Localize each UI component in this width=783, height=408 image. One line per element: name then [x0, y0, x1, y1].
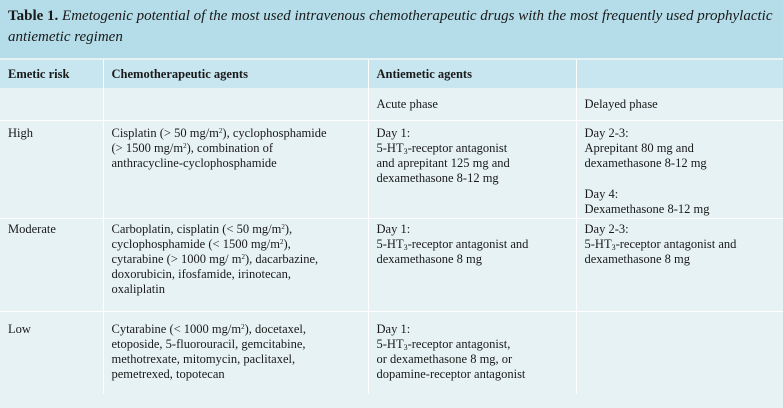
risk-high: High [0, 121, 103, 219]
header-antiemetic-agents: Antiemetic agents [368, 60, 576, 88]
header-row [0, 60, 783, 88]
subheader-acute: Acute phase [368, 88, 576, 121]
caption-text: Emetogenic potential of the most used intravenous chemotherapeutic drugs with the most frequently used prophylactic antiemetic regimen [8, 8, 773, 45]
delayed-high: Day 2-3: Aprepitant 80 mg and dexamethasone 8-12 mg Day 4: Dexamethasone 8-12 mg [576, 121, 783, 219]
agents-low: Cytarabine (< 1000 $mg/m^2$), docetaxel, etoposide, 5-fluorouracil, gemcitabine, methotrexate, mitomycin, paclitaxel, pemetrexed, topotecan [103, 312, 368, 394]
header-blank [576, 60, 783, 88]
header-chemo-agents: Chemotherapeutic agents [103, 60, 368, 88]
delayed-moderate: Day 2-3: $5-HT_3$-receptor antagonist and dexamethasone 8 mg [576, 219, 783, 312]
risk-low: Low [0, 312, 103, 394]
agents-moderate: Carboplatin, cisplatin (< 50 $mg/m^2$), cyclophosphamide (< 1500 $mg/m^2$), cytarabine (> 1000 mg/ $m^2$), dacarbazine, doxorubicin, ifosfamide, irinotecan, oxaliplatin [103, 219, 368, 312]
table-caption [0, 0, 783, 58]
subheader-delayed: Delayed phase [576, 88, 783, 121]
subheader-blank-2 [103, 88, 368, 121]
subheader-blank-1 [0, 88, 103, 121]
acute-moderate: Day 1: $5-HT_3$-receptor antagonist and dexamethasone 8 mg [368, 219, 576, 312]
header-emetic-risk: Emetic risk [0, 60, 103, 88]
acute-low: Day 1: $5-HT_3$-receptor antagonist, or dexamethasone 8 mg, or dopamine-receptor antagonist [368, 312, 576, 394]
acute-high: Day 1: $5-HT_3$-receptor antagonist and aprepitant 125 mg and dexamethasone 8-12 mg [368, 121, 576, 219]
caption-label: Table 1. [8, 8, 59, 24]
table-row-high [0, 121, 783, 219]
table-row-low [0, 312, 783, 394]
risk-moderate: Moderate [0, 219, 103, 312]
agents-high: Cisplatin (> 50 $mg/m^2$), cyclophosphamide (> 1500 $mg/m^2$), combination of anthracycline-cyclophosphamide [103, 121, 368, 219]
delayed-low [576, 312, 783, 394]
emetic-risk-table [0, 60, 783, 394]
subheader-row [0, 88, 783, 121]
table-row-moderate [0, 219, 783, 312]
